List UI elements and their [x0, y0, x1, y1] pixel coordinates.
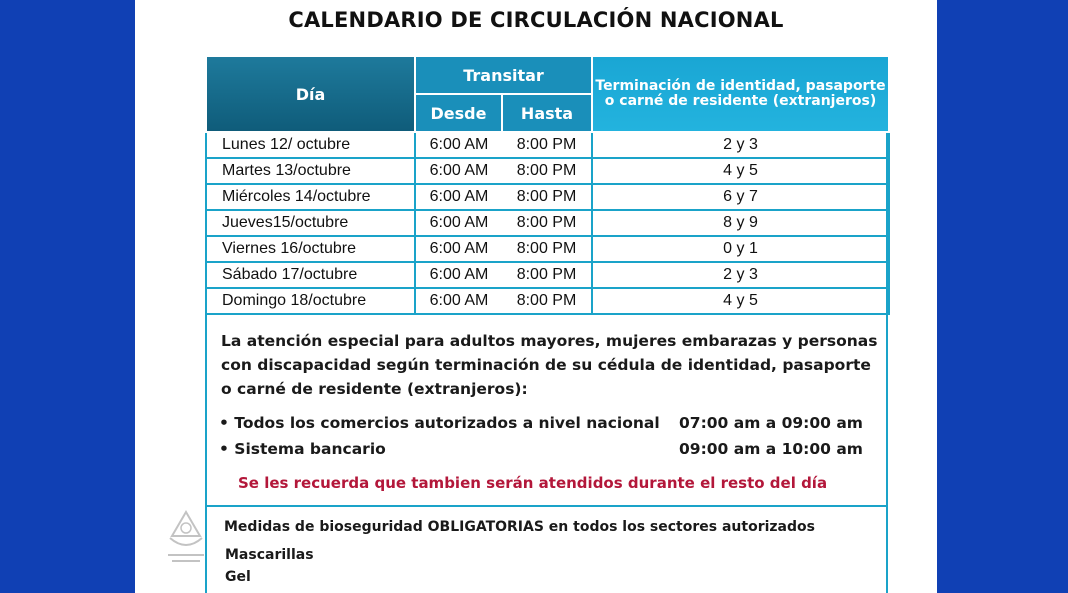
table-row: [206, 288, 889, 314]
bullet-label: • Sistema bancario: [219, 440, 386, 458]
table-row: [206, 262, 889, 288]
cell-hasta: 8:00 PM: [502, 210, 592, 236]
special-attention-note: La atención especial para adultos mayores, mujeres embarazas y personas con discapacidad según terminación de su cédula de identidad, pasaporte o carné de residente (extranjeros):: [221, 332, 878, 398]
document-page: [135, 0, 937, 593]
header-transitar: Transitar: [415, 56, 592, 94]
biosecurity-item: Mascarillas: [225, 547, 314, 563]
cell-terminacion: 2 y 3: [592, 132, 889, 158]
header-terminacion: Terminación de identidad, pasaporte o carné de residente (extranjeros): [592, 56, 889, 132]
table-row: [206, 158, 889, 184]
bullet-time: 07:00 am a 09:00 am: [679, 414, 863, 432]
cell-desde: 6:00 AM: [415, 288, 502, 314]
header-desde: Desde: [415, 94, 502, 132]
bullet-label: • Todos los comercios autorizados a nivel nacional: [219, 414, 660, 432]
section-divider: [205, 505, 888, 507]
cell-desde: 6:00 AM: [415, 184, 502, 210]
cell-desde: 6:00 AM: [415, 158, 502, 184]
cell-hasta: 8:00 PM: [502, 262, 592, 288]
cell-hasta: 8:00 PM: [502, 132, 592, 158]
cell-terminacion: 6 y 7: [592, 184, 889, 210]
header-dia: Día: [206, 56, 415, 132]
header-hasta: Hasta: [502, 94, 592, 132]
cell-dia: Miércoles 14/octubre: [206, 184, 415, 210]
cell-terminacion: 0 y 1: [592, 236, 889, 262]
cell-terminacion: 2 y 3: [592, 262, 889, 288]
cell-dia: Domingo 18/octubre: [206, 288, 415, 314]
cell-dia: Lunes 12/ octubre: [206, 132, 415, 158]
page-title: CALENDARIO DE CIRCULACIÓN NACIONAL: [288, 8, 784, 32]
list-item: [219, 414, 869, 440]
cell-desde: 6:00 AM: [415, 210, 502, 236]
cell-desde: 6:00 AM: [415, 236, 502, 262]
cell-terminacion: 4 y 5: [592, 288, 889, 314]
bullet-time: 09:00 am a 10:00 am: [679, 440, 863, 458]
table-row: [206, 236, 889, 262]
right-background-bar: [937, 0, 1068, 593]
cell-dia: Jueves15/octubre: [206, 210, 415, 236]
biosecurity-title: Medidas de bioseguridad OBLIGATORIAS en todos los sectores autorizados: [224, 519, 815, 535]
list-item: [219, 440, 869, 466]
cell-hasta: 8:00 PM: [502, 158, 592, 184]
seal-watermark-icon: [164, 508, 208, 568]
cell-hasta: 8:00 PM: [502, 288, 592, 314]
cell-dia: Sábado 17/octubre: [206, 262, 415, 288]
table-row: [206, 210, 889, 236]
cell-hasta: 8:00 PM: [502, 236, 592, 262]
reminder-text: Se les recuerda que tambien serán atendidos durante el resto del día: [238, 474, 828, 492]
cell-terminacion: 4 y 5: [592, 158, 889, 184]
cell-terminacion: 8 y 9: [592, 210, 889, 236]
cell-desde: 6:00 AM: [415, 262, 502, 288]
left-background-bar: [0, 0, 135, 593]
cell-dia: Viernes 16/octubre: [206, 236, 415, 262]
table-row: [206, 184, 889, 210]
calendar-table: [205, 55, 890, 315]
bullet-list: [219, 414, 869, 466]
cell-desde: 6:00 AM: [415, 132, 502, 158]
table-row: [206, 132, 889, 158]
biosecurity-item: Gel: [225, 569, 251, 585]
cell-hasta: 8:00 PM: [502, 184, 592, 210]
cell-dia: Martes 13/octubre: [206, 158, 415, 184]
